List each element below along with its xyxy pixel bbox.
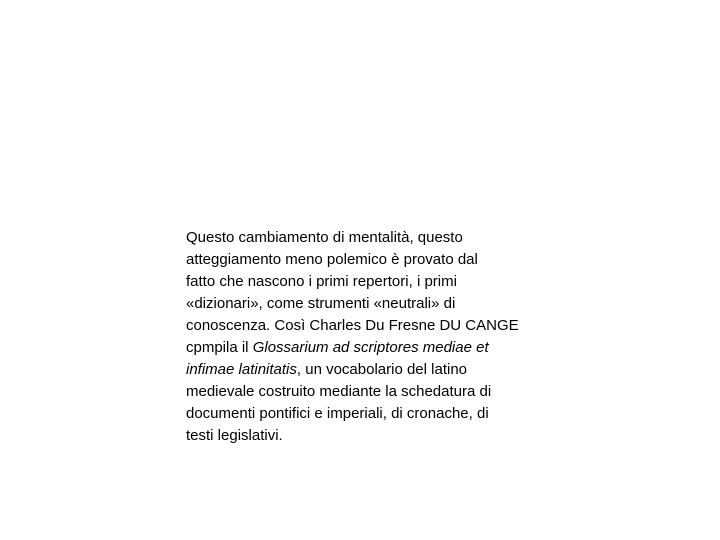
- text-run: medievale costruito mediante la schedatura di: [186, 383, 492, 400]
- text-run: «dizionari», come strumenti «neutrali» di: [186, 295, 456, 312]
- paragraph-line: [186, 425, 536, 447]
- body-paragraph: [186, 227, 536, 447]
- paragraph-line: [186, 293, 536, 315]
- paragraph-line: [186, 249, 536, 271]
- paragraph-line: [186, 337, 536, 359]
- book-title-italic: Glossarium ad scriptores mediae et: [252, 339, 489, 356]
- paragraph-line: [186, 359, 536, 381]
- text-run: atteggiamento meno polemico è provato dal: [186, 251, 478, 268]
- text-run: testi legislativi.: [186, 427, 283, 444]
- paragraph-line: [186, 315, 536, 337]
- paragraph-line: [186, 403, 536, 425]
- text-run: documenti pontifici e imperiali, di cronache, di: [186, 405, 489, 422]
- text-run: , un vocabolario del latino: [296, 361, 468, 378]
- text-run: fatto che nascono i primi repertori, i primi: [186, 273, 457, 290]
- paragraph-line: [186, 227, 536, 249]
- text-run: Questo cambiamento di mentalità, questo: [186, 229, 463, 246]
- paragraph-line: [186, 381, 536, 403]
- text-run: cpmpila il: [186, 339, 253, 356]
- text-run: conoscenza. Così Charles Du Fresne DU CANGE: [186, 317, 519, 334]
- book-title-italic: infimae latinitatis: [186, 361, 297, 378]
- paragraph-line: [186, 271, 536, 293]
